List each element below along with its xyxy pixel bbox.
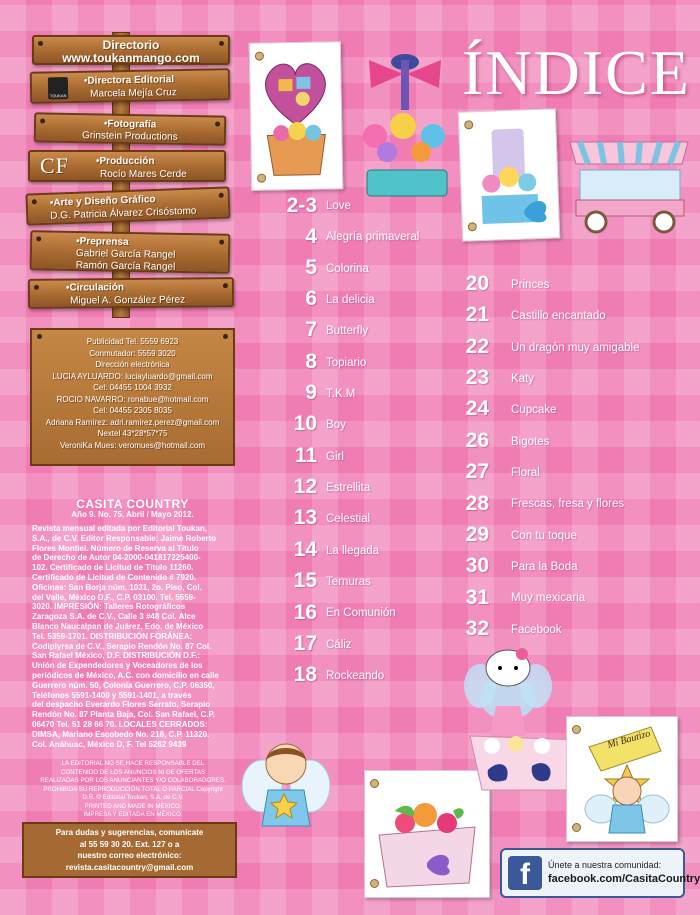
topiary-craft-frame: [458, 108, 560, 241]
circulation-heading: •Circulación: [65, 282, 124, 294]
plank-editorial-director: [30, 68, 231, 103]
circulation-name: Miguel A. González Pérez: [70, 294, 186, 307]
baby-craft-frame: [566, 716, 678, 842]
suggestion-email: revista.casitacountry@gmail.com: [65, 862, 194, 872]
cf-logo: CF: [40, 153, 69, 178]
heart-craft-illustration: [250, 42, 343, 190]
directory-website: www.toukanmango.com: [62, 51, 200, 65]
plank-circulation: [28, 277, 234, 309]
photography-heading: •Fotografía: [103, 118, 157, 131]
plank-photography: [34, 112, 226, 145]
contact-line: Cel: 04455 1004 3932: [93, 383, 172, 392]
prepress-heading: •Preprensa: [76, 236, 129, 248]
contact-board: [30, 328, 235, 466]
contact-line: LUCIA AYLUARDO: luciayluardo@gmail.com: [52, 371, 213, 381]
disclaimer-text: LA EDITORIAL NO SE HACE RESPONSABLE DEL CONTENIDO DE LOS ANUNCIOS NI DE OFERTAS REALIZADAS POR LOS ANUNCIANTES Y/O COLABORADORES. PROHIBIDA SU REPRODUCCIÓN TOTAL O PARCIAL Copyright D.R. © Editorial Toukan, S.A. de C.V. PRINTED AND MADE IN MEXICO. IMPRESA Y EDITADA EN MÉXICO.: [40, 760, 226, 818]
photography-name: Grinstein Productions: [81, 130, 178, 143]
editorial-director-name: Marcela Mejía Cruz: [90, 87, 177, 100]
plank-prepress: [30, 230, 231, 273]
prepress-name-2: Ramón García Rangel: [75, 260, 176, 273]
editorial-director-heading: •Directora Editorial: [83, 74, 175, 87]
art-design-name: D.G. Patricia Álvarez Crisóstomo: [50, 205, 197, 222]
contact-line: VeroniKa Mues: veromues@hotmail.com: [59, 440, 206, 450]
contact-line: Conmutador: 5559 3020: [89, 348, 176, 358]
magazine-issue: Año 9. No. 75. Abril / Mayo 2012.: [71, 510, 194, 519]
angel-illustration: [238, 730, 334, 830]
art-design-heading: •Arte y Diseño Gráfico: [49, 194, 156, 209]
facebook-logo-letter: f: [520, 858, 530, 891]
toukan-logo: [48, 77, 68, 99]
magazine-index-page: Directorio www.toukanmango.com TOUKAN •Directora Editorial Marcela Mejía Cruz •Fotografía Grinstein Productions CF •Producción Rocío Mares Cerde •Arte y Diseño Gráfico D.G. Patricia Álvarez Crisóstomo •Preprensa Gabriel García Rangel Ramón García Rangel •Circulación Miguel A. González Pérez Publicidad Tel. 5559 6923 Conmutador: 5559 3020 Dirección electrónica LUCIA AYLUARDO: luciayluardo@gmail.com Cel: 04455 1004 3932 ROCIO NAVARRO: ronabue@hotmail.com Cel: 04455 2305 8035 Adriana Ramírez: adri.ramirez.perez@gmail.com Nextel 43*28*57*75 VeroniKa Mues: veromues@hotmail.com CASITA COUNTRY Año 9. No. 75. Abril / Mayo 2012. Revista mensual editada por Editorial Toukan, S.A., de C.V. Editor Responsable: Jaime Roberto Flores Montiel. Número de Reserva al Título de Derecho de Autor 04-2000-041817225400- 102. Certificado de Licitud de Título 11260. Certificado de Licitud de Contenido # 7920. Oficinas: San Borja núm. 1031, 2o. Piso, Col. del Valle, México D.F., C.P. 03100. Tel. 5559- 3020. IMPRESIÓN: Talleres Rotográficos Zaragoza S.A. de C.V., Calle 3 #48 Col. Alce Blanco Naucalpan de Juárez, Edo. de México Tel. 5359-1701. DISTRIBUCIÓN FORÁNEA: Codiplyrsa de C.V., Serapio Rendón No. 87 Col. San Rafael México, D.F. DISTRIBUCIÓN D.F.: Unión de Expendedores y Voceadores de los periódicos de México, A.C. con domicilio en calle Guerrero núm. 50, Colonia Guerrero, C.P. 06350, Teléfonos 5591-1400 y 5591-1401, a través del despacho Everardo Flores Serrato, Serapio Rendón No. 87 Planta Baja, Col. San Rafael, C.P. 06470 Tel. 51 28 66 70. LOCALES CERRADOS: DIMSA, Mariano Escobedo No. 218, C.P. 11320. Col. Anáhuac, México D, F. Tel 5262 9439 LA EDITORIAL NO SE HACE RESPONSABLE DEL CONTENIDO DE LOS ANUNCIOS NI DE OFERTAS REALIZADAS POR LOS ANUNCIANTES Y/O COLABORADORES. PROHIBIDA SU REPRODUCCIÓN TOTAL O PARCIAL Copyright D.R. © Editorial Toukan, S.A. de C.V. PRINTED AND MADE IN MEXICO. IMPRESA Y EDITADA EN MÉXICO. Para dudas y sugerencias, comunícate al 55 59 30 20. Ext. 127 o a nuestro correo electrónico: revista.casitacountry@gmail.com ÍNDICE 2-3 Love 4 Alegría primaveral 5 Colorina 6 La delicia 7 Butterfly 8 Topiario 9 T.K.M 10 Boy 11 Girl 12 Estrellita 13 Celestial 14 La llegada 15 Ternuras 16 En Comunión 17 Cáliz 18 Rockeando 20 Princes 21 Castillo encantado 22 Un dragón muy amigable 23 Katy 24 Cupcake 26 Bigotes 27 Floral 28 Frescas, fresa y flores 29 Con tu toque 30 Para la Boda 31 Muy mexicana 32 Facebook Mi Bautizo f Únete a nuestra comunidad: facebook.com/CasitaCountry: [0, 0, 700, 915]
contact-line: Adriana Ramírez: adri.ramirez.perez@gmail.com: [45, 417, 220, 427]
index-title: ÍNDICE: [462, 37, 691, 108]
baby-sign-label: Mi Bautizo: [606, 728, 652, 751]
prepress-name-1: Gabriel García Rangel: [75, 248, 176, 261]
plank-art-design: [26, 186, 231, 225]
butterfly-basket-illustration: [345, 40, 465, 205]
facebook-banner[interactable]: [500, 848, 700, 898]
directory-title-plank: [32, 35, 230, 65]
topiary-craft-illustration: [459, 109, 559, 240]
toukan-logo-text: TOUKAN: [49, 93, 67, 99]
facebook-url[interactable]: facebook.com/CasitaCountry: [548, 873, 700, 885]
contact-line: Cel: 04455 2305 8035: [93, 406, 172, 415]
contact-line: Nextel 43*28*57*75: [97, 429, 168, 438]
facebook-tagline: Únete a nuestra comunidad:: [548, 860, 662, 870]
production-name: Rocío Mares Cerde: [100, 169, 187, 180]
contact-line: Publicidad Tel. 5559 6923: [86, 337, 179, 346]
production-heading: •Producción: [96, 156, 155, 167]
contact-line: ROCIO NAVARRO: ronabue@hotmail.com: [56, 394, 209, 404]
directory-title: Directorio: [102, 38, 160, 52]
candy-cart-illustration: [566, 136, 692, 236]
magazine-name: CASITA COUNTRY: [76, 497, 189, 511]
plank-production: [28, 150, 226, 182]
facebook-icon: [508, 856, 542, 890]
heart-craft-frame: [249, 41, 344, 191]
legal-text: Revista mensual editada por Editorial Toukan, S.A., de C.V. Editor Responsable: Jaime Roberto Flores Montiel. Número de Reserva al Título de Derecho de Autor 04-2000-041817225400- 102. Certificado de Licitud de Título 11260. Certificado de Licitud de Contenido # 7920. Oficinas: San Borja núm. 1031, 2o. Piso, Col. del Valle, México D.F., C.P. 03100. Tel. 5559- 3020. IMPRESIÓN: Talleres Rotográficos Zaragoza S.A. de C.V., Calle 3 #48 Col. Alce Blanco Naucalpan de Juárez, Edo. de México Tel. 5359-1701. DISTRIBUCIÓN FORÁNEA: Codiplyrsa de C.V., Serapio Rendón No. 87 Col. San Rafael México, D.F. DISTRIBUCIÓN D.F.: Unión de Expendedores y Voceadores de los periódicos de México, A.C. con domicilio en calle Guerrero núm. 50, Colonia Guerrero, C.P. 06350, Teléfonos 5591-1400 y 5591-1401, a través del despacho Everardo Flores Serrato, Serapio Rendón No. 87 Planta Baja, Col. San Rafael, C.P. 06470 Tel. 51 28 66 70. LOCALES CERRADOS: DIMSA, Mariano Escobedo No. 218, C.P. 11320. Col. Anáhuac, México D, F. Tel 5262 9439: [32, 524, 219, 749]
suggestions-box: Para dudas y sugerencias, comunícate al 55 59 30 20. Ext. 127 o a nuestro correo electrónico: revista.casitacountry@gmail.com: [22, 822, 237, 878]
contact-line: Dirección electrónica: [95, 360, 170, 369]
